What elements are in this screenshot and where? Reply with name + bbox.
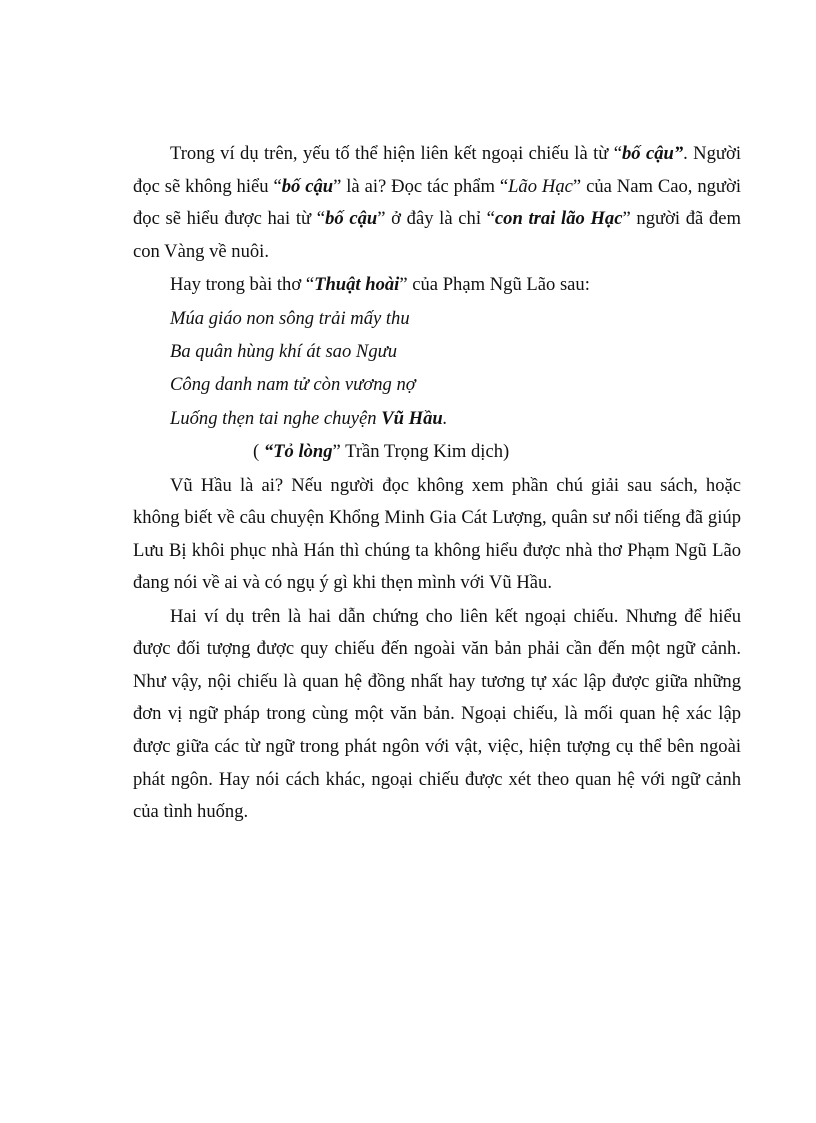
emphasis-bo-cau-2: bố cậu [281, 175, 334, 197]
emphasis-bo-cau-1: bố cậu” [621, 143, 684, 164]
emphasis-bo-cau-3: bố cậu [325, 208, 378, 230]
text-run: ” ở đây là chỉ “ [377, 208, 495, 230]
poem-line-3: Công danh nam tử còn vương nợ [170, 374, 416, 396]
text-run: Trong ví dụ trên, yếu tố thể hiện liên kết ngoại chiếu là từ “ [170, 143, 622, 164]
text-run: ” của Nam Cao, người đọc sẽ hiểu được hai từ “ [133, 175, 741, 230]
poem-line-2: Ba quân hùng khí át sao Ngưu [170, 340, 398, 362]
emphasis-vu-hau: Vũ Hầu [381, 407, 443, 429]
poem-line-1: Múa giáo non sông trải mấy thu [170, 307, 410, 329]
poem-title-thuat-hoai: Thuật hoài [314, 274, 400, 296]
text-run: ( [253, 441, 264, 463]
poem-caption [133, 436, 741, 469]
caption-title-to-long: “Tỏ lòng [263, 441, 333, 463]
paragraph-vu-hau: Vũ Hầu là ai? Nếu người đọc không xem phần chú giải sau sách, hoặc không biết về câu chuyện Khổng Minh Gia Cát Lượng, quân sư nổi tiếng đã giúp Lưu Bị khôi phục nhà Hán thì chúng ta không hiểu được nhà thơ Phạm Ngũ Lão đang nói về ai và có ngụ ý gì khi thẹn mình với Vũ Hầu. [133, 474, 741, 594]
text-run: ” của Phạm Ngũ Lão sau: [399, 274, 590, 296]
text-run: Luống thẹn tai nghe chuyện [170, 407, 382, 429]
text-run: . [442, 407, 448, 429]
text-run: ” người đã đem con Vàng về nuôi. [133, 208, 741, 262]
paragraph-example-explanation [133, 138, 741, 268]
text-run: Hay trong bài thơ “ [170, 274, 315, 296]
emphasis-con-trai: con trai lão Hạc [494, 208, 623, 230]
paragraph-conclusion: Hai ví dụ trên là hai dẫn chứng cho liên kết ngoại chiếu. Nhưng để hiểu được đối tượng được quy chiếu đến ngoài văn bản phải cần đến một ngữ cảnh. Như vậy, nội chiếu là quan hệ đồng nhất hay tương tự xác lập được giữa những đơn vị ngữ pháp trong cùng một văn bản. Ngoại chiếu, là mối quan hệ xác lập được giữa các từ ngữ trong phát ngôn với vật, việc, hiện tượng cụ thể bên ngoài phát ngôn. Hay nói cách khác, ngoại chiếu được xét theo quan hệ với ngữ cảnh của tình huống. [133, 605, 741, 823]
text-run: . Người đọc sẽ không hiểu “ [133, 143, 741, 197]
document-body [133, 138, 741, 830]
work-title-lao-hac: Lão Hạc [508, 175, 573, 197]
text-run: ” Trần Trọng Kim dịch) [332, 441, 510, 463]
text-run: ” là ai? Đọc tác phẩm “ [333, 175, 509, 197]
poem-intro-line [133, 269, 741, 302]
poem-line-4 [133, 403, 741, 436]
